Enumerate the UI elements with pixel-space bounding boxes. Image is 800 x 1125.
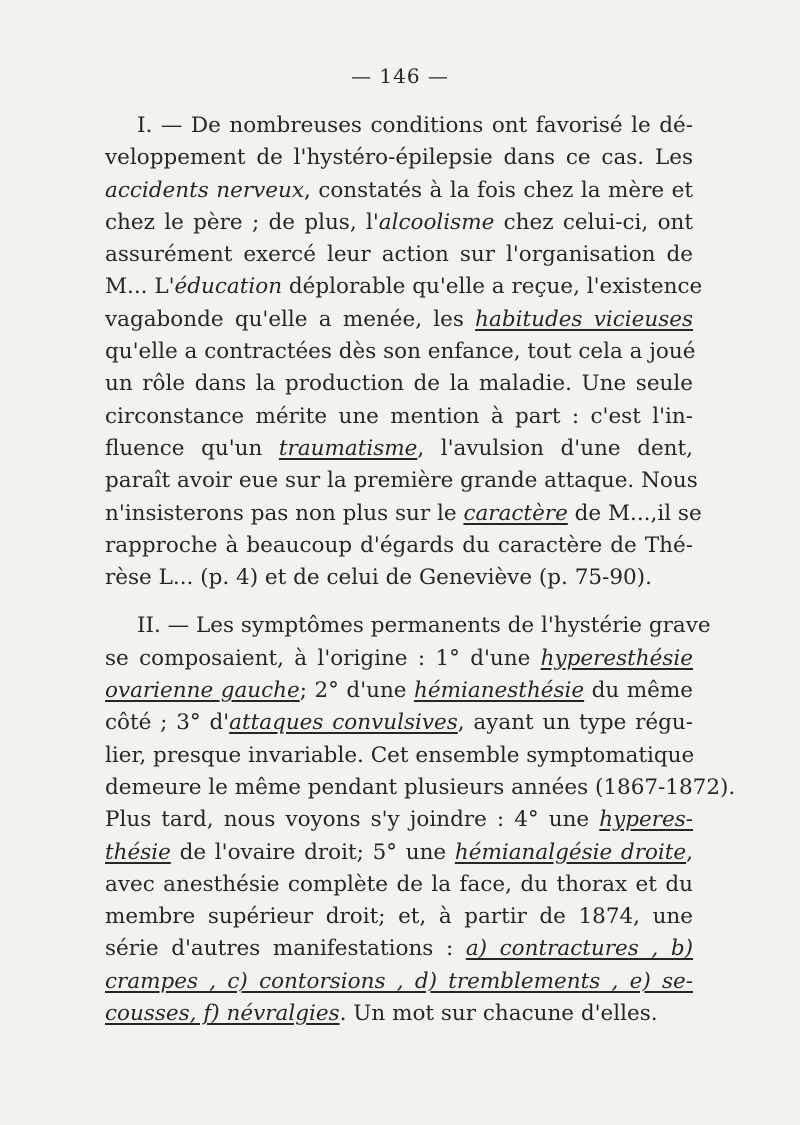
- text-line: lier, presque invariable. Cet ensemble symptomatique: [105, 742, 695, 768]
- text-line: n'insisterons pas non plus sur le caractère de M...,il se: [105, 500, 702, 526]
- italic-underlined-term: hémianalgésie droite: [454, 839, 687, 865]
- text-line: série d'autres manifestations : a) contractures , b): [105, 936, 693, 962]
- text-line: se composaient, à l'origine : 1° d'une hyperesthésie: [105, 645, 693, 671]
- italic-underlined-term: traumatisme: [278, 435, 418, 461]
- text-line: paraît avoir eue sur la première grande attaque. Nous: [105, 468, 698, 494]
- italic-underlined-term: hyperesthésie: [540, 645, 693, 671]
- italic-underlined-term: thésie: [105, 839, 171, 865]
- text-line: II. — Les symptômes permanents de l'hystérie grave: [137, 613, 711, 639]
- text-line: veloppement de l'hystéro-épilepsie dans ce cas. Les: [105, 145, 693, 171]
- body-text: [105, 110, 736, 1030]
- text-line: accidents nerveux, constatés à la fois chez la mère et: [105, 177, 693, 203]
- text-line: côté ; 3° d'attaques convulsives, ayant un type régu-: [105, 710, 693, 736]
- italic-underlined-term: ovarienne gauche: [105, 678, 300, 704]
- text-line: cousses, f) névralgies. Un mot sur chacune d'elles.: [105, 1001, 658, 1027]
- text-line: rèse L... (p. 4) et de celui de Geneviève (p. 75-90).: [105, 565, 652, 591]
- paragraph-2: [105, 610, 736, 1030]
- text-line: [105, 966, 693, 998]
- text-line: assurément exercé leur action sur l'organisation de: [105, 242, 693, 268]
- text-line: vagabonde qu'elle a menée, les habitudes vicieuses: [105, 306, 693, 332]
- italic-term: éducation: [174, 274, 283, 300]
- text-line: un rôle dans la production de la maladie. Une seule: [105, 371, 693, 397]
- text-line: thésie de l'ovaire droit; 5° une hémianalgésie droite,: [105, 839, 694, 865]
- text-line: circonstance mérite une mention à part : c'est l'in-: [105, 403, 693, 429]
- text-line: qu'elle a contractées dès son enfance, tout cela a joué: [105, 339, 696, 365]
- italic-underlined-term: habitudes vicieuses: [475, 306, 693, 332]
- italic-underlined-term: hémianesthésie: [414, 678, 585, 704]
- text-line: M... L'éducation déplorable qu'elle a reçue, l'existence: [105, 274, 703, 300]
- text-line: avec anesthésie complète de la face, du thorax et du: [105, 871, 693, 897]
- italic-underlined-term: hyperes-: [599, 807, 693, 833]
- text-line: membre supérieur droit; et, à partir de 1874, une: [105, 904, 693, 930]
- italic-underlined-term: caractère: [463, 500, 568, 526]
- text-line: chez le père ; de plus, l'alcoolisme chez celui-ci, ont: [105, 209, 693, 235]
- paragraph-gap: [105, 594, 693, 610]
- italic-term: alcoolisme: [378, 209, 495, 235]
- italic-underlined-term: cousses, f) névralgies: [105, 1001, 340, 1027]
- text-line: fluence qu'un traumatisme, l'avulsion d'une dent,: [105, 435, 694, 461]
- text-line: rapproche à beaucoup d'égards du caractère de Thé-: [105, 532, 693, 558]
- text-line: I. — De nombreuses conditions ont favorisé le dé-: [137, 113, 693, 138]
- italic-underlined-term: attaques convulsives: [229, 710, 458, 736]
- page-number: — 146 —: [351, 64, 449, 88]
- text-line: Plus tard, nous voyons s'y joindre : 4° une hyperes-: [105, 807, 693, 833]
- italic-underlined-term: crampes , c) contorsions , d) tremblements , e) se-: [105, 968, 693, 994]
- paragraph-1: [105, 110, 703, 594]
- italic-term: accidents nerveux: [105, 177, 304, 203]
- text-line: demeure le même pendant plusieurs années (1867-1872).: [105, 774, 736, 800]
- text-line: ovarienne gauche; 2° d'une hémianesthésie du même: [105, 678, 693, 704]
- italic-underlined-term: a) contractures , b): [465, 936, 693, 962]
